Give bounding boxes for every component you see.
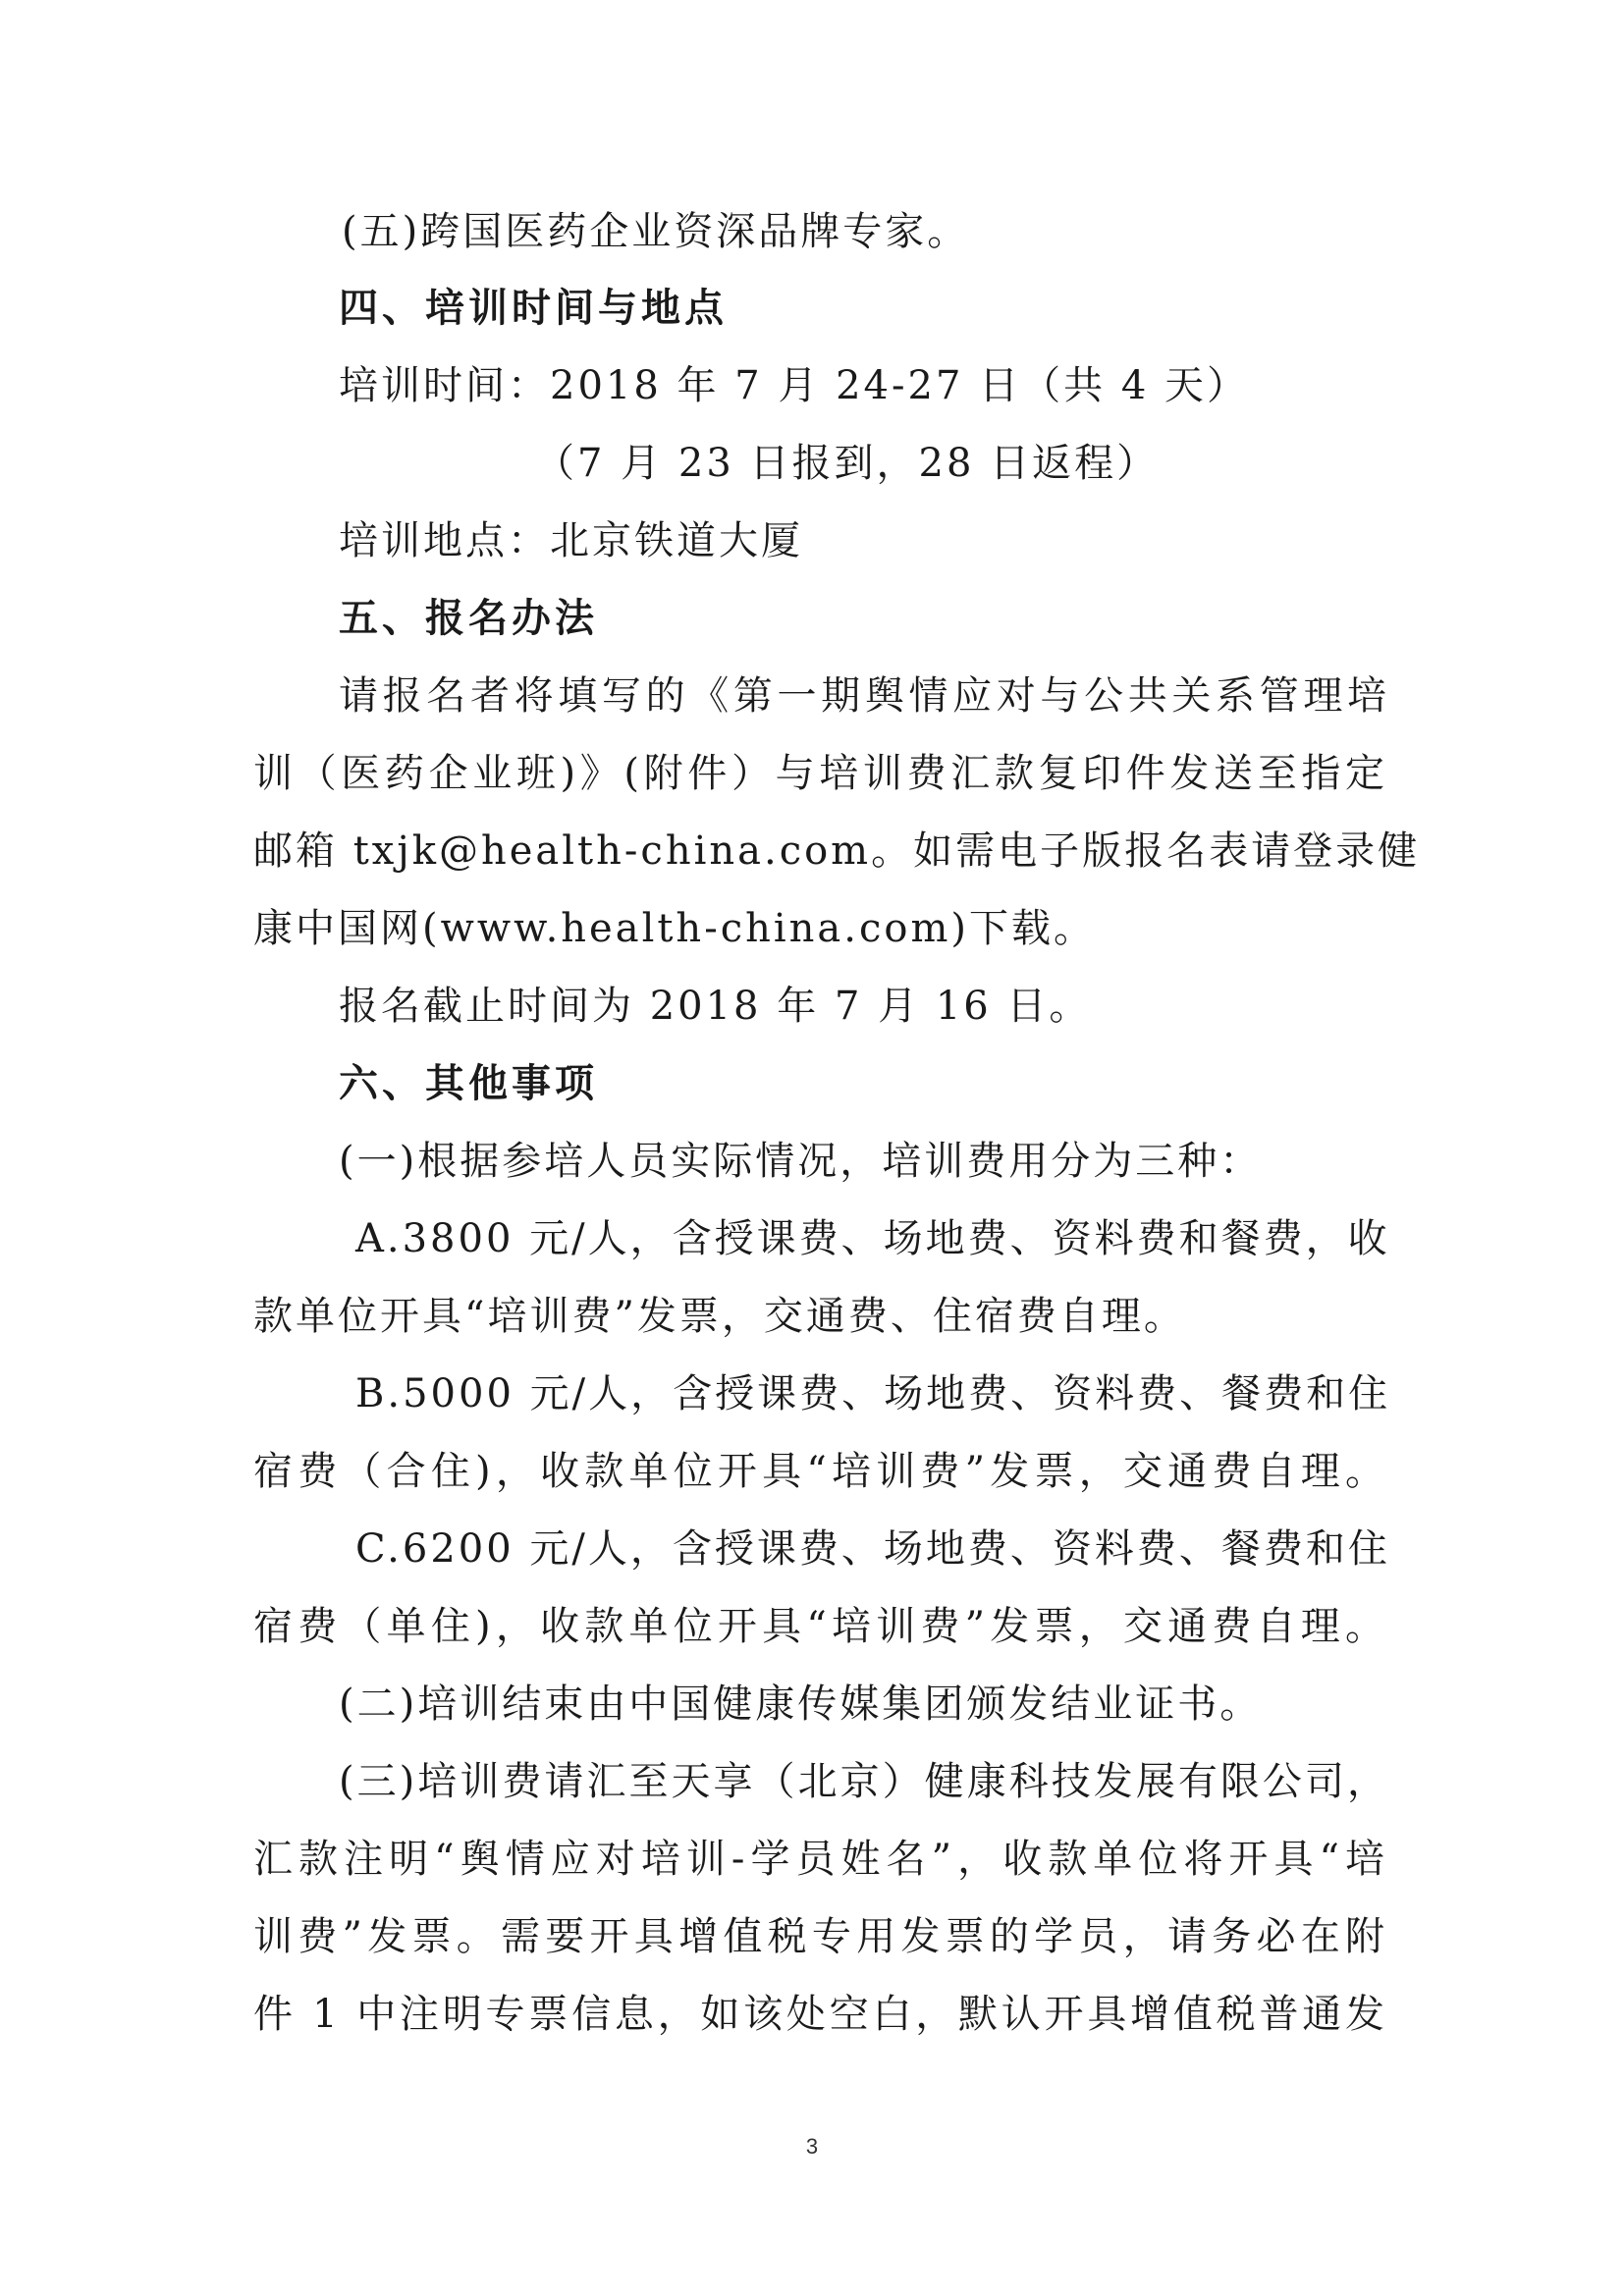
page-number: 3 — [805, 2134, 819, 2159]
registration-text-line: 康中国网(www.health-china.com)下载。 — [253, 906, 1097, 951]
section5-heading: 五、报名办法 — [339, 596, 598, 641]
training-location: 培训地点：北京铁道大厦 — [339, 518, 803, 563]
payment-text-line: 汇款注明“舆情应对培训-学员姓名”，收款单位将开具“培 — [253, 1837, 1387, 1882]
fee-option-a-line: A.3800 元/人，含授课费、场地费、资料费和餐费，收 — [355, 1216, 1390, 1261]
fee-option-b-line: B.5000 元/人，含授课费、场地费、资料费、餐费和住 — [355, 1371, 1391, 1416]
fee-option-c-line: C.6200 元/人，含授课费、场地费、资料费、餐费和住 — [355, 1526, 1390, 1572]
payment-text-line: 件 1 中注明专票信息，如该处空白，默认开具增值税普通发 — [253, 1992, 1387, 2037]
fee-intro: (一)根据参培人员实际情况，培训费用分为三种： — [339, 1139, 1263, 1184]
training-time-note: （7 月 23 日报到，28 日返程） — [535, 441, 1160, 486]
registration-text-line: 训（医药企业班)》(附件）与培训费汇款复印件发送至指定 — [253, 751, 1387, 796]
registration-text-line: 邮箱 txjk@health-china.com。如需电子版报名表请登录健 — [253, 828, 1421, 874]
section4-heading: 四、培训时间与地点 — [339, 286, 728, 331]
training-time: 培训时间：2018 年 7 月 24-27 日（共 4 天） — [339, 363, 1250, 408]
payment-text-line: (三)培训费请汇至天享（北京）健康科技发展有限公司， — [339, 1759, 1389, 1804]
section3-item5: (五)跨国医药企业资深品牌专家。 — [342, 209, 970, 254]
fee-option-c-line: 宿费（单住)，收款单位开具“培训费”发票，交通费自理。 — [253, 1604, 1387, 1649]
certificate-note: (二)培训结束由中国健康传媒集团颁发结业证书。 — [339, 1682, 1263, 1727]
section6-heading: 六、其他事项 — [339, 1061, 598, 1106]
payment-text-line: 训费”发票。需要开具增值税专用发票的学员，请务必在附 — [253, 1914, 1387, 1959]
fee-option-a-line: 款单位开具“培训费”发票，交通费、住宿费自理。 — [253, 1294, 1186, 1339]
fee-option-b-line: 宿费（合住)，收款单位开具“培训费”发票，交通费自理。 — [253, 1449, 1387, 1494]
registration-text-line: 请报名者将填写的《第一期舆情应对与公共关系管理培 — [339, 673, 1389, 719]
registration-deadline: 报名截止时间为 2018 年 7 月 16 日。 — [339, 984, 1092, 1029]
